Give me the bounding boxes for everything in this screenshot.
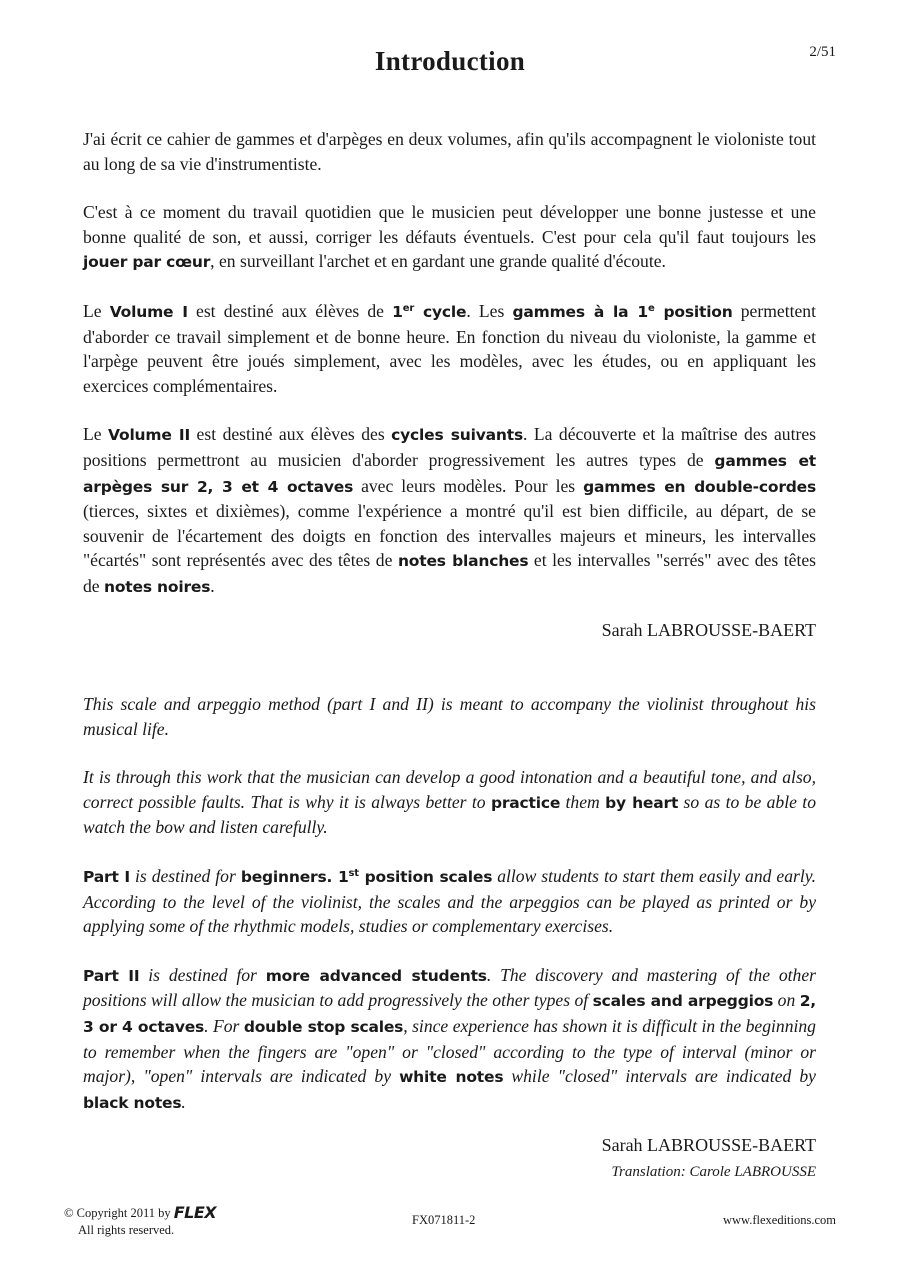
fr-paragraph-4: Le Volume II est destiné aux élèves des cycles suivants. La découverte et la maîtrise des autres positions permettront au musicien d'aborder progressivement les autres types de gammes et arpèges sur 2, 3 et 4 octaves avec leurs modèles. Pour les gammes en double-cordes (tierces, sixtes et dixièmes), comme l'expérience a montré qu'il est bien difficile, au départ, de se souvenir de l'écartement des doigts en fonction des intervalles majeurs et mineurs, les intervalles "écartés" sont représentés avec des têtes de notes blanches et les intervalles "serrés" avec des têtes de notes noires.: [83, 424, 816, 596]
en-paragraph-4: Part II is destined for more advanced students. The discovery and mastering of the other positions will allow the musician to add progressively the other types of scales and arpeggios on 2, 3 or 4 octaves. For double stop scales, since experience has shown it is difficult in the beginning to remember when the fingers are "open" or "closed" according to the type of interval (minor or major), "open" intervals are indicated by white notes while "closed" intervals are indicated by black notes.: [83, 964, 817, 1112]
page-number: 2/51: [809, 44, 836, 60]
rights-text: All rights reserved.: [78, 1223, 175, 1237]
en-signature: Sarah LABROUSSE-BAERT: [601, 1135, 816, 1156]
en-paragraph-1: This scale and arpeggio method (part I and II) is meant to accompany the violinist throughout his musical life.: [83, 694, 816, 739]
english-section: [83, 692, 816, 1115]
fr-paragraph-2: C'est à ce moment du travail quotidien que le musicien peut développer une bonne justesse et une bonne qualité de son, et aussi, corriger les défauts éventuels. C'est pour cela qu'il faut toujours les jouer par cœur, en surveillant l'archet et en gardant une grande qualité d'écoute.: [83, 202, 816, 272]
en-paragraph-2: It is through this work that the musician can develop a good intonation and a beautiful tone, and also, correct possible faults. That is why it is always better to practice them by heart so as to be able to watch the bow and listen carefully.: [83, 767, 816, 838]
fr-signature: Sarah LABROUSSE-BAERT: [601, 619, 816, 640]
fr-paragraph-1: J'ai écrit ce cahier de gammes et d'arpèges en deux volumes, afin qu'ils accompagnent le violoniste tout au long de sa vie d'instrumentiste.: [83, 129, 816, 174]
page-title: Introduction: [374, 46, 526, 76]
website-url: www.flexeditions.com: [722, 1213, 836, 1227]
document-body: [83, 127, 816, 1185]
fr-paragraph-3: Le Volume I est destiné aux élèves de 1er cycle. Les gammes à la 1e position permettent d'aborder ce travail simplement et de bonne heure. En fonction du niveau du violoniste, la gamme et l'arpège peuvent être joués simplement, avec les modèles, avec les études, ou en appliquant les exercices complémentaires.: [83, 300, 816, 396]
copyright-text: © Copyright 2011 by: [64, 1206, 171, 1220]
flex-logo: FLEX: [173, 1203, 217, 1222]
en-paragraph-3: Part I is destined for beginners. 1st position scales allow students to start them easily and early. According to the level of the violinist, the scales and the arpeggios can be played as printed or by applying some of the rhythmic models, studies or complementary exercises.: [83, 866, 816, 937]
catalog-number: FX071811-2: [412, 1213, 476, 1227]
translation-credit: Translation: Carole LABROUSSE: [611, 1164, 816, 1180]
copyright-notice: [64, 1204, 216, 1239]
